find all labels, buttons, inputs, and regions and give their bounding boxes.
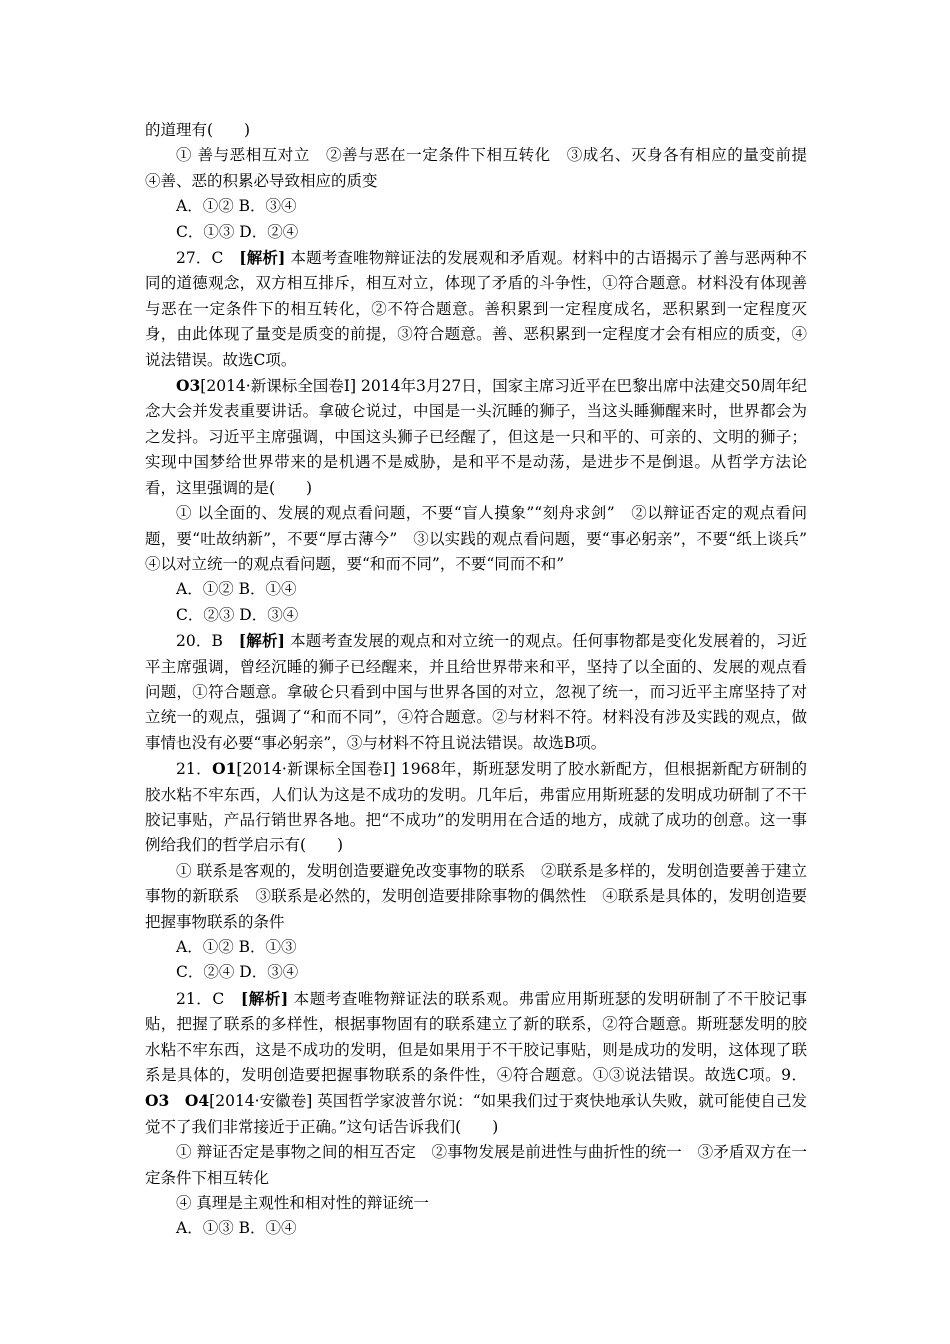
answer-choices: C．②③ D．③④ bbox=[176, 605, 299, 624]
explanation-paragraph: 27．C [解析] 本题考查唯物辩证法的发展观和矛盾观。材料中的古语揭示了善与恶两种不同的道德观念，双方相互排斥，相互对立，体现了矛盾的斗争性，①符合题意。材料没有体现善与恶在一定条件下的相互转化，②不符合题意。善积累到一定程度成名，恶积累到一定程度灭身，由此体现了量变是质变的前提，③符合题意。善、恶积累到一定程度才会有相应的质变，④说法错误。故选C项。 bbox=[145, 248, 807, 369]
answer-choices: C．②④ D．③④ bbox=[176, 963, 299, 982]
option-statements: ① 辩证否定是事物之间的相互否定 ②事物发展是前进性与曲折性的统一 ③矛盾双方在一定条件下相互转化 bbox=[145, 1143, 807, 1187]
answer-choices: A．①② B．③④ bbox=[176, 197, 297, 216]
option-statements: ① 以全面的、发展的观点看问题，不要“盲人摸象”“刻舟求剑” ②以辩证否定的观点看问题，要“吐故纳新”，不要“厚古薄今” ③以实践的观点看问题，要“事必躬亲”，不要“纸上谈兵” ④以对立统一的观点看问题，要“和而不同”，不要“同而不和” bbox=[145, 504, 823, 573]
explanation-paragraph: 20．B [解析] 本题考查发展的观点和对立统一的观点。任何事物都是变化发展着的，习近平主席强调，曾经沉睡的狮子已经醒来，并且给世界带来和平，坚持了以全面的、发展的观点看问题，①符合题意。拿破仑只看到中国与世界各国的对立，忽视了统一，而习近平主席坚持了对立统一的观点，强调了“和而不同”，④符合题意。②与材料不符。材料没有涉及实践的观点，做事情也没有必要“事必躬亲”，③与材料不符且说法错误。故选B项。 bbox=[145, 631, 807, 752]
question-paragraph: 21．O1[2014·新课标全国卷Ⅰ] 1968年，斯班瑟发明了胶水新配方，但根据新配方研制的胶水粘不牢东西，人们认为这是不成功的发明。几年后，弗雷应用斯班瑟的发明成功研制了不干胶记事贴，产品行销世界各地。把“不成功”的发明用在合适的地方，成就了成功的创意。这一事例给我们的哲学启示有( ) bbox=[145, 759, 807, 855]
question-paragraph: O3[2014·新课标全国卷Ⅰ] 2014年3月27日，国家主席习近平在巴黎出席中法建交50周年纪念大会并发表重要讲话。拿破仑说过，中国是一头沉睡的狮子，当这头睡狮醒来时，世界都会为之发抖。习近平主席强调，中国这头狮子已经醒了，但这是一只和平的、可亲的、文明的狮子；实现中国梦给世界带来的是机遇不是威胁，是和平不是动荡，是进步不是倒退。从哲学方法论看，这里强调的是( ) bbox=[145, 376, 807, 497]
answer-choices: A．①② B．①③ bbox=[176, 938, 297, 956]
option-statements: ④ 真理是主观性和相对性的辩证统一 bbox=[176, 1194, 429, 1213]
answer-choices: A．①② B．①④ bbox=[176, 580, 297, 599]
option-statements: ① 联系是客观的，发明创造要避免改变事物的联系 ②联系是多样的，发明创造要善于建立事物的新联系 ③联系是必然的，发明创造要排除事物的偶然性 ④联系是具体的，发明创造要把握事物联系的条件 bbox=[145, 861, 807, 931]
option-statements: ① 善与恶相互对立 ②善与恶在一定条件下相互转化 ③成名、灭身各有相应的量变前提 ④善、恶的积累必导致相应的质变 bbox=[145, 146, 823, 190]
explanation-paragraph: 21．C [解析] 本题考查唯物辩证法的联系观。弗雷应用斯班瑟的发明研制了不干胶记事贴，把握了联系的多样性，根据事物固有的联系建立了新的联系，②符合题意。斯班瑟发明的胶水粘不牢东西，这是不成功的发明，但是如果用于不干胶记事贴，则是成功的发明，这体现了联系是具体的，发明创造要把握事物联系的条件性，④符合题意。①③说法错误。故选C项。9．O3 O4[2014·安徽卷] 英国哲学家波普尔说：“如果我们过于爽快地承认失败，就可能使自己发觉不了我们非常接近于正确。”这句话告诉我们( ) bbox=[145, 988, 808, 1136]
answer-choices: A．①③ B．①④ bbox=[176, 1219, 297, 1238]
question-stem-tail: 的道理有( ) bbox=[145, 121, 251, 139]
answer-choices: C．①③ D．②④ bbox=[176, 222, 299, 241]
document-page bbox=[145, 118, 823, 1242]
